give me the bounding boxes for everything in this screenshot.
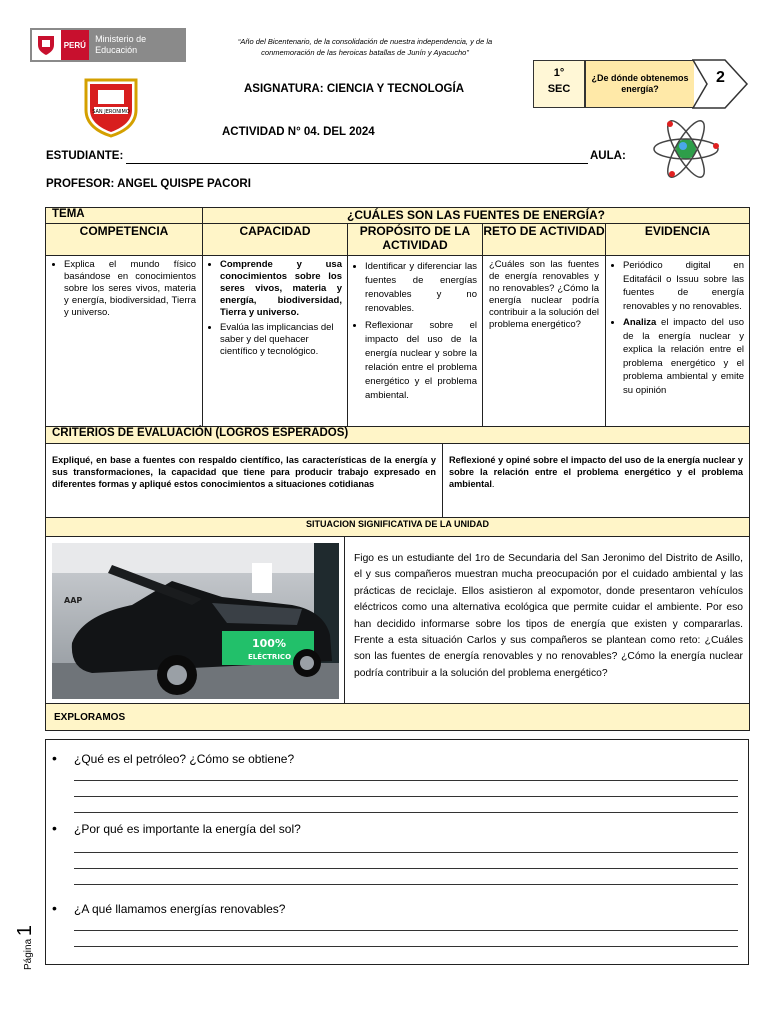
reto-text: ¿Cuáles son las fuentes de energía renovables y no renovables? ¿Cómo la energía nuclear podría contribuir a la solución del problema energético?	[482, 255, 606, 427]
crest-text: SAN JERONIMO	[92, 109, 130, 115]
official-motto	[200, 36, 530, 58]
peru-shield-icon	[32, 30, 61, 60]
tema-title: ¿CUÁLES SON LAS FUENTES DE ENERGÍA?	[202, 207, 750, 224]
situacion-label: SITUACION SIGNIFICATIVA DE LA UNIDAD	[45, 517, 750, 537]
photo-badge: 100%	[252, 637, 286, 650]
aula-label: AULA:	[590, 150, 626, 162]
activity-title: ACTIVIDAD N° 04. DEL 2024	[222, 126, 375, 138]
student-name-field[interactable]	[126, 163, 588, 164]
exploramos-header	[45, 703, 750, 731]
evidencia-item-2	[623, 316, 744, 397]
unit-question: ¿De dónde obtenemos energía?	[585, 60, 694, 108]
capacidad-item-1: • Comprende y usa conocimientos sobre los seres vivos, materia y energía, biodiversidad, Tierra y universo.	[220, 259, 342, 319]
ministry-name: Ministerio de Educación	[95, 34, 147, 55]
peru-label: PERÚ	[61, 30, 90, 60]
page-label: Página	[23, 938, 34, 970]
capacidad-cell	[202, 255, 348, 427]
photo-badge-2: ELÉCTRICO	[248, 653, 292, 661]
question-3: • ¿A qué llamamos energías renovables?	[74, 902, 285, 916]
proposito-cell	[347, 255, 483, 427]
proposito-item-2: • Reflexionar sobre el impacto del uso de la energía nuclear y sobre la relación entre el problema energético y el problema ambiental.	[365, 319, 477, 403]
proposito-item-1: • Identificar y diferenciar las fuentes de energías renovables y no renovables.	[365, 260, 477, 316]
criterios-header	[45, 426, 750, 444]
answer-line[interactable]	[74, 780, 738, 781]
col-capacidad: CAPACIDAD	[202, 223, 348, 256]
atom-icon	[650, 118, 722, 180]
col-evidencia: EVIDENCIA	[605, 223, 750, 256]
electric-car-photo	[52, 543, 339, 699]
criterio-1: Expliqué, en base a fuentes con respaldo científico, las características de la energía y sus transformaciones, la capacidad que tiene para producir trabajo expresado en diferentes formas y apliqué estos conocimientos a situaciones cotidianas	[45, 443, 443, 518]
photo-brand: AAP	[64, 596, 83, 605]
situacion-photo-cell	[45, 536, 345, 704]
exploramos-label: EXPLORAMOS	[54, 712, 126, 723]
grade-box	[533, 60, 585, 108]
competencia-text: • Explica el mundo físico basándose en conocimientos sobre los seres vivos, materia y energía, biodiversidad, Tierra y universo.	[64, 259, 196, 319]
criterio-2-end: .	[491, 479, 495, 489]
answer-line[interactable]	[74, 852, 738, 853]
grade-number: 1°	[553, 67, 565, 79]
criterio-2-main: Reflexioné y opiné sobre el impacto del uso de la energía nuclear y sobre la relación entre el problema energético y el problema ambiental	[449, 455, 743, 489]
answer-line[interactable]	[74, 796, 738, 797]
grade-level: SEC	[547, 83, 571, 95]
answer-line[interactable]	[74, 884, 738, 885]
tema-label-cell	[45, 207, 203, 224]
question-1: • ¿Qué es el petróleo? ¿Cómo se obtiene?	[74, 752, 294, 766]
teacher-name: PROFESOR: ANGEL QUISPE PACORI	[46, 178, 251, 190]
motto-line-1: “Año del Bicentenario, de la consolidación de nuestra independencia, y de la	[237, 37, 493, 46]
unit-number-chevron	[692, 59, 750, 109]
situacion-text: Figo es un estudiante del 1ro de Secundaria del San Jeronimo del Distrito de Asillo, el y sus compañeros muestran mucha preocupación por el cuidado ambiental y las prácticas de reciclaje. Ellos asistieron al expomotor, donde presentaron vehículos eléctricos como una alternativa ecológica que permite cuidar el ambiente. Por eso han decidido informarse sobre los tipos de energía que existen y compararlas. Frente a esta situación Carlos y sus compañeros se plantean como reto: ¿Cuáles son las fuentes de energía renovables y no renovables? ¿Cómo la energía nuclear podría contribuir a la solución del problema energético?	[344, 536, 750, 704]
col-proposito: PROPÓSITO DE LA ACTIVIDAD	[347, 223, 483, 256]
capacidad-item-2: • Evalúa las implicancias del saber y del quehacer científico y tecnológico.	[220, 322, 342, 358]
page-number-block	[14, 918, 38, 970]
school-crest-icon	[82, 76, 140, 138]
answer-line[interactable]	[74, 930, 738, 931]
tema-label: TEMA	[52, 208, 85, 220]
criterio-2-cell	[442, 443, 750, 518]
unit-number: 2	[716, 69, 725, 86]
competencia-cell	[45, 255, 203, 427]
evidencia-item-1: • Periódico digital en Editafácil o Issuu sobre las fuentes de energía renovables y no renovables.	[623, 259, 744, 313]
questions-panel	[45, 739, 749, 965]
ministry-logo	[30, 28, 186, 62]
answer-line[interactable]	[74, 868, 738, 869]
criterios-label: CRITERIOS DE EVALUACIÓN (LOGROS ESPERADOS)	[52, 427, 349, 439]
col-competencia: COMPETENCIA	[45, 223, 203, 256]
evidencia-rest: el impacto del uso de la energía nuclear y explica la relación entre el problema energético y el problema ambiental y emite su opinión	[623, 317, 744, 396]
col-reto: RETO DE ACTIVIDAD	[482, 223, 606, 256]
answer-line[interactable]	[74, 812, 738, 813]
evidencia-verb: Analiza	[623, 317, 657, 328]
answer-line[interactable]	[74, 946, 738, 947]
evidencia-cell	[605, 255, 750, 427]
student-label: ESTUDIANTE:	[46, 150, 124, 162]
subject-title: ASIGNATURA: CIENCIA Y TECNOLOGÍA	[244, 83, 464, 95]
motto-line-2: conmemoración de las heroicas batallas de Junín y Ayacucho”	[261, 48, 469, 57]
question-2: • ¿Por qué es importante la energía del sol?	[74, 822, 301, 836]
page-number: 1	[14, 924, 36, 937]
